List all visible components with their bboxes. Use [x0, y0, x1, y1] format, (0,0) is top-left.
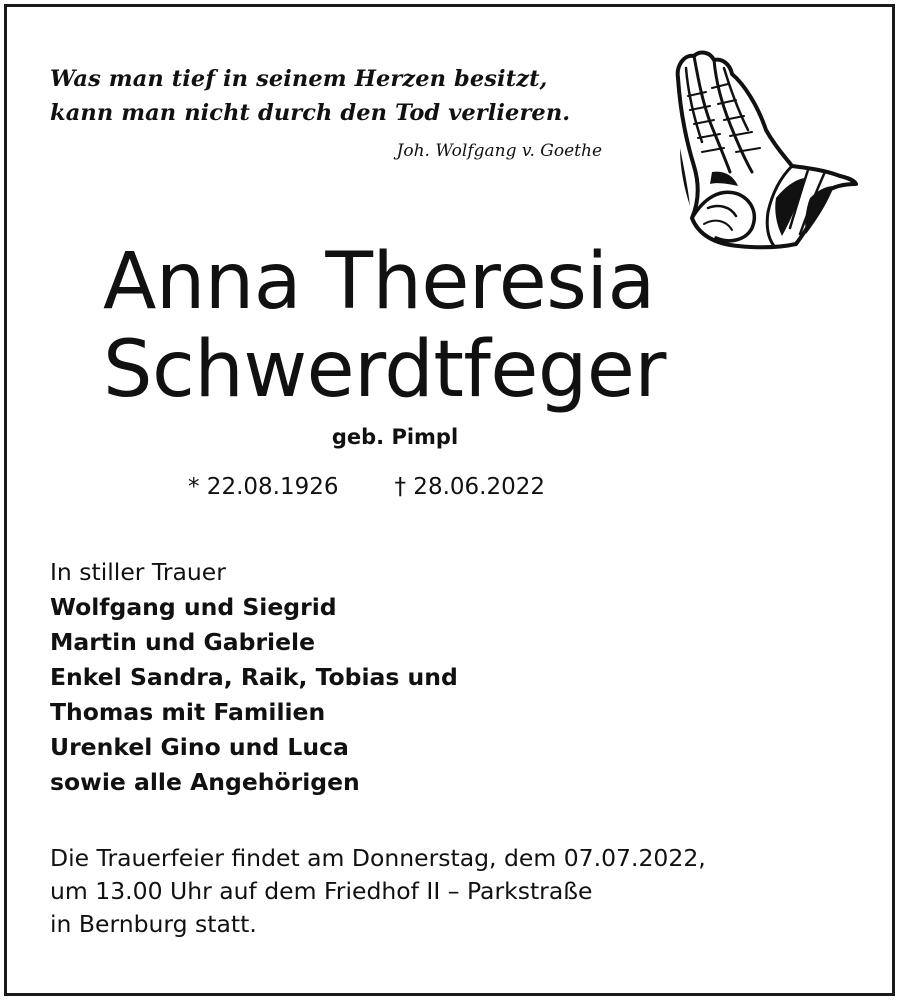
- mourner-line: Martin und Gabriele: [50, 628, 316, 656]
- quote-line: kann man nicht durch den Tod verlieren.: [50, 100, 571, 126]
- mourner-line: Urenkel Gino und Luca: [50, 733, 349, 761]
- mourners: [50, 555, 458, 800]
- quote-author: Joh. Wolfgang v. Goethe: [396, 141, 602, 161]
- quote: [50, 62, 570, 130]
- maiden-name: geb. Pimpl: [331, 425, 459, 449]
- life-dates: [188, 471, 545, 503]
- last-name: Schwerdtfeger: [103, 325, 666, 415]
- service-line: Die Trauerfeier findet am Donnerstag, dem 07.07.2022,: [50, 844, 706, 872]
- service-line: in Bernburg statt.: [50, 910, 257, 938]
- quote-line: Was man tief in seinem Herzen besitzt,: [50, 66, 548, 92]
- mourner-line: sowie alle Angehörigen: [50, 768, 360, 796]
- mourner-line: Thomas mit Familien: [50, 698, 326, 726]
- deceased-name: [103, 238, 666, 414]
- birth-date: * 22.08.1926: [188, 474, 339, 500]
- praying-hands-icon: [668, 48, 858, 253]
- funeral-service-info: [50, 842, 706, 941]
- mourners-intro: In stiller Trauer: [50, 558, 226, 586]
- death-date: † 28.06.2022: [394, 474, 545, 500]
- mourner-line: Enkel Sandra, Raik, Tobias und: [50, 663, 458, 691]
- mourner-line: Wolfgang und Siegrid: [50, 593, 337, 621]
- first-name: Anna Theresia: [103, 237, 655, 327]
- service-line: um 13.00 Uhr auf dem Friedhof II – Parkstraße: [50, 877, 593, 905]
